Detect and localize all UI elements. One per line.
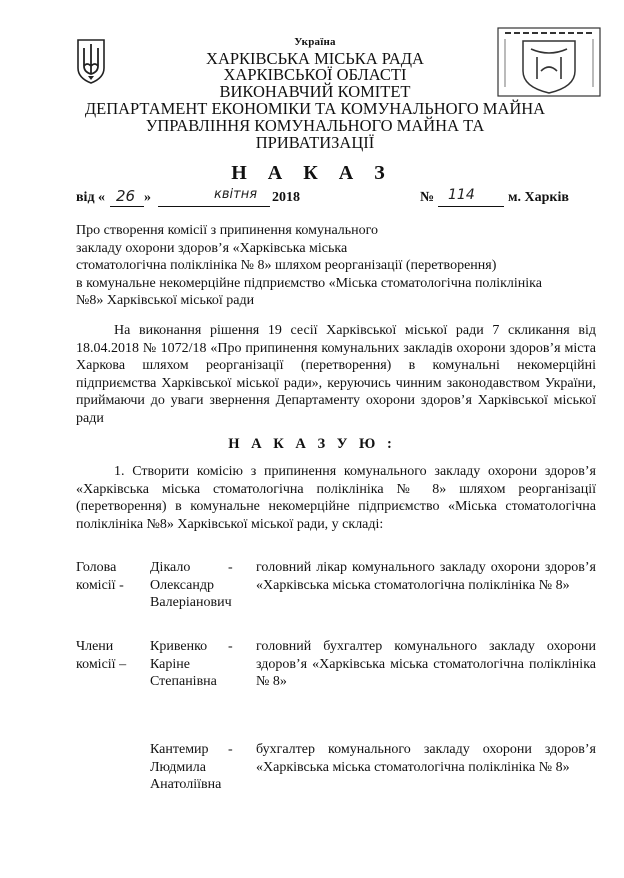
member-position: головний лікар комунального закладу охорони здоров’я «Харківська міська стоматологічна поліклініка № 8» xyxy=(256,560,596,593)
member-role: Члени комісії – xyxy=(76,639,127,672)
date-month-handwritten: квітня xyxy=(214,187,258,202)
member-name: Дікало Олександр Валеріанович xyxy=(150,560,232,610)
header-line-council: ХАРКІВСЬКА МІСЬКА РАДА xyxy=(206,49,424,68)
header-line-committee: ВИКОНАВЧИЙ КОМІТЕТ xyxy=(219,82,411,101)
member-dash: - xyxy=(228,742,233,757)
date-year: 2018 xyxy=(272,190,300,205)
date-prefix: від « xyxy=(76,190,106,205)
subject-line: закладу охорони здоров’я «Харківська міська xyxy=(76,240,348,256)
header-line-region: ХАРКІВСЬКОЇ ОБЛАСТІ xyxy=(223,65,407,84)
preamble-paragraph: На виконання рішення 19 сесії Харківської міської ради 7 скликання від 18.04.2018 № 1072/18 «Про припинення комунальних закладів охорони здоров’я міста Харкова шляхом реорганізації (перетворення) в комунальні некомерційні підприємства Харківської міської ради», керуючись чинним законодавством України, приймаючи до уваги звернення Департаменту охорони здоров’я Харківської міської ради xyxy=(76,323,596,426)
date-day-handwritten: 26 xyxy=(116,187,136,205)
subject-line: стоматологічна поліклініка № 8» шляхом реорганізації (перетворення) xyxy=(76,258,497,273)
item-1-paragraph: 1. Створити комісію з припинення комунального закладу охорони здоров’я «Харківська міська стоматологічна поліклініка № 8» шляхом реорганізації (перетворення) в комунальне некомерційне підприємство «Міська стоматологічна поліклініка №8» Харківської міської ради, у складі: xyxy=(76,464,596,532)
member-dash: - xyxy=(228,639,233,654)
member-name: Кантемир Людмила Анатоліївна xyxy=(150,742,222,792)
date-quote-close: » xyxy=(144,190,151,205)
member-dash: - xyxy=(228,560,233,575)
order-city: м. Харків xyxy=(508,190,569,205)
day-underline xyxy=(110,206,144,207)
subject-line: №8» Харківської міської ради xyxy=(76,293,255,308)
member-position: головний бухгалтер комунального закладу охорони здоров’я «Харківська міська стоматологічна поліклініка № 8» xyxy=(256,639,596,689)
document-title: Н А К А З xyxy=(231,162,393,184)
order-subject xyxy=(76,222,596,310)
number-underline xyxy=(438,206,504,207)
member-name: Кривенко Каріне Степанівна xyxy=(150,639,217,689)
member-position: бухгалтер комунального закладу охорони здоров’я «Харківська міська стоматологічна поліклініка № 8» xyxy=(256,742,596,775)
month-underline xyxy=(158,206,270,207)
member-role: Голова комісії - xyxy=(76,560,124,593)
header-country: Україна xyxy=(294,36,336,48)
subject-line: Про створення комісії з припинення комунального xyxy=(76,223,379,238)
order-dateline xyxy=(76,187,596,210)
header-line-directorate: УПРАВЛІННЯ КОМУНАЛЬНОГО МАЙНА ТА xyxy=(145,116,485,135)
header-line-privatization: ПРИВАТИЗАЦІЇ xyxy=(255,133,375,152)
header-line-department: ДЕПАРТАМЕНТ ЕКОНОМІКИ ТА КОМУНАЛЬНОГО МАЙНА xyxy=(84,99,546,118)
order-word-heading: Н А К А З У Ю : xyxy=(228,436,396,452)
order-number-prefix: № xyxy=(420,190,435,205)
subject-line: в комунальне некомерційне підприємство «Міська стоматологічна поліклініка xyxy=(76,275,542,291)
order-number-handwritten: 114 xyxy=(448,187,475,203)
